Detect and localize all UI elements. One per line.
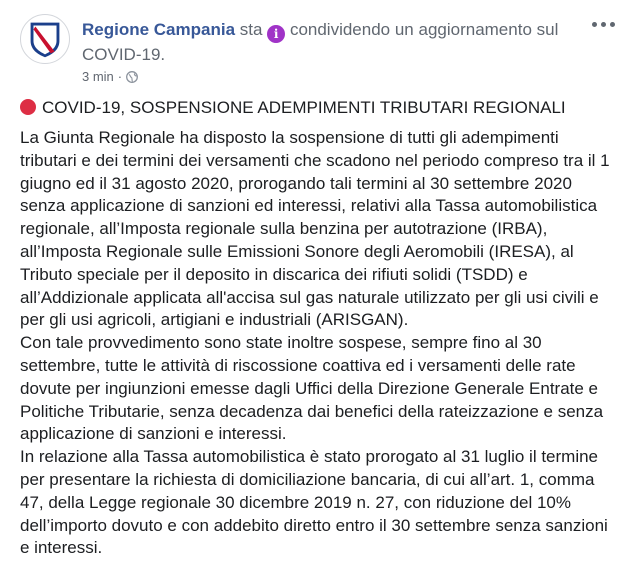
regione-campania-logo-icon	[21, 15, 69, 63]
post-meta	[82, 69, 138, 85]
post-paragraph: La Giunta Regionale ha disposto la sospensione di tutti gli adempimenti tributari e dei termini dei versamenti che scadono nel periodo compreso tra il 1 giugno ed il 31 agosto 2020, prorogando tali termini al 30 settembre 2020 senza applicazione di sanzioni ed interessi, relativi alla Tassa automobilistica regionale, all’Imposta regionale sulla benzina per autotrazione (IRBA), all’Imposta Regionale sulle Emissioni Sonore degli Aeromobili (IRESA), al Tributo speciale per il deposito in discarica dei rifiuti solidi (TSDD) e all’Addizionale applicata all'accisa sul gas naturale utilizzato per gli usi civili e per gli usi agricoli, artigiani e industriali (ARISGAN).	[20, 128, 610, 330]
post-author-line	[82, 18, 572, 67]
meta-separator: ·	[117, 69, 123, 84]
info-feeling-icon: i	[267, 25, 285, 43]
post-paragraph: Con tale provvedimento sono state inoltre sospese, sempre fino al 30 settembre, tutte le attività di riscossione coattiva ed i versamenti delle rate dovute per ingiunzioni emesse dagli Uffici della Direzione Generale Entrate e Politiche Tributarie, senza decadenza dai benefici della rateizzazione e senza applicazione di sanzioni e interessi.	[20, 333, 604, 444]
more-dots-icon[interactable]	[592, 16, 616, 32]
avatar[interactable]	[20, 14, 70, 64]
post-body	[20, 127, 620, 560]
post-header	[20, 12, 616, 92]
post-title-text: COVID-19, SOSPENSIONE ADEMPIMENTI TRIBUTARI REGIONALI	[42, 98, 566, 117]
red-circle-icon	[20, 99, 36, 115]
timestamp-link[interactable]: 3 min	[82, 69, 114, 84]
globe-icon[interactable]	[126, 71, 138, 83]
post-title	[20, 96, 566, 120]
verb-pre-text: sta	[239, 20, 263, 39]
verb-post-text: condividendo un aggiornamento sul COVID-19.	[82, 20, 559, 64]
post-paragraph: In relazione alla Tassa automobilistica è stato prorogato al 31 luglio il termine per presentare la richiesta di domiciliazione bancaria, di cui all’art. 1, comma 47, della Legge regionale 30 dicembre 2019 n. 27, con riduzione del 10% dell’importo dovuto e con addebito diretto entro il 30 settembre senza sanzioni e interessi.	[20, 447, 608, 558]
page-name-link[interactable]: Regione Campania	[82, 20, 236, 39]
